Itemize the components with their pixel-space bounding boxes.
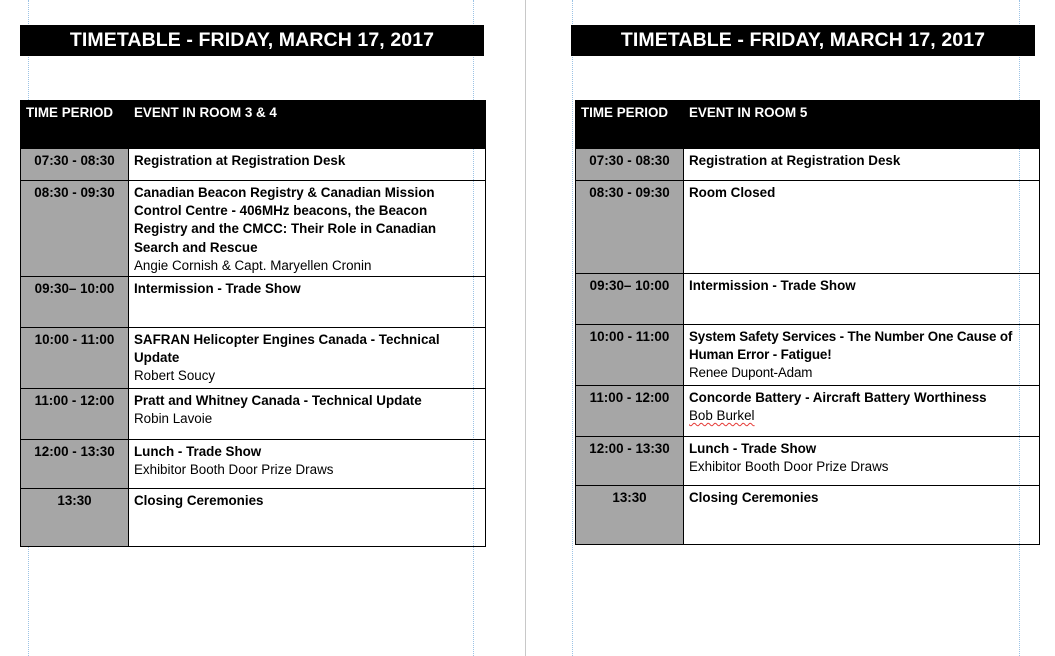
event-title: Concorde Battery - Aircraft Battery Worthiness bbox=[689, 390, 987, 405]
table-row bbox=[21, 181, 486, 277]
time-cell: 11:00 - 12:00 bbox=[576, 386, 684, 437]
timetable-room-3-4 bbox=[20, 100, 486, 547]
event-title: Closing Ceremonies bbox=[134, 493, 264, 508]
page-divider bbox=[525, 0, 526, 656]
table-header-row bbox=[21, 101, 486, 149]
table-row bbox=[576, 486, 1040, 545]
event-note: Exhibitor Booth Door Prize Draws bbox=[689, 459, 889, 475]
event-cell bbox=[129, 181, 486, 277]
event-title: SAFRAN Helicopter Engines Canada - Technical Update bbox=[134, 332, 440, 366]
event-speaker: Renee Dupont-Adam bbox=[689, 365, 813, 381]
event-speaker: Robin Lavoie bbox=[134, 411, 213, 427]
event-title: Lunch - Trade Show bbox=[689, 441, 817, 456]
time-cell: 07:30 - 08:30 bbox=[21, 149, 129, 181]
event-title: Lunch - Trade Show bbox=[134, 444, 262, 459]
time-cell: 09:30– 10:00 bbox=[21, 277, 129, 328]
header-event: EVENT IN ROOM 5 bbox=[684, 101, 1040, 149]
event-speaker: Angie Cornish & Capt. Maryellen Cronin bbox=[134, 257, 372, 273]
time-cell: 13:30 bbox=[576, 486, 684, 545]
event-title: Intermission - Trade Show bbox=[134, 281, 301, 296]
event-cell bbox=[684, 181, 1040, 274]
margin-guide-left-page2 bbox=[572, 0, 573, 656]
time-cell: 11:00 - 12:00 bbox=[21, 389, 129, 440]
event-cell bbox=[684, 149, 1040, 181]
event-cell bbox=[129, 277, 486, 328]
event-title: Room Closed bbox=[689, 185, 776, 200]
header-time-period: TIME PERIOD bbox=[21, 101, 129, 149]
time-cell: 12:00 - 13:30 bbox=[21, 440, 129, 489]
table-row bbox=[21, 277, 486, 328]
page-title: TIMETABLE - FRIDAY, MARCH 17, 2017 bbox=[20, 25, 484, 56]
event-cell bbox=[129, 149, 486, 181]
event-speaker-text: Bob Burkel bbox=[689, 408, 755, 424]
time-cell: 13:30 bbox=[21, 489, 129, 547]
event-title: System Safety Services - The Number One Cause of Human Error - Fatigue! bbox=[689, 329, 1013, 363]
event-cell bbox=[684, 274, 1040, 325]
time-cell: 10:00 - 11:00 bbox=[21, 328, 129, 389]
event-title: Canadian Beacon Registry & Canadian Mission Control Centre - 406MHz beacons, the Beacon Registry and the CMCC: Their Role in Canadian Search and Rescue bbox=[134, 185, 437, 255]
time-cell: 08:30 - 09:30 bbox=[576, 181, 684, 274]
time-cell: 12:00 - 13:30 bbox=[576, 437, 684, 486]
event-title: Registration at Registration Desk bbox=[134, 153, 346, 168]
event-cell bbox=[684, 325, 1040, 386]
event-note: Exhibitor Booth Door Prize Draws bbox=[134, 462, 334, 478]
event-title: Intermission - Trade Show bbox=[689, 278, 856, 293]
table-row bbox=[21, 149, 486, 181]
event-cell bbox=[129, 389, 486, 440]
event-cell bbox=[684, 437, 1040, 486]
time-cell: 07:30 - 08:30 bbox=[576, 149, 684, 181]
time-cell: 10:00 - 11:00 bbox=[576, 325, 684, 386]
table-header-row bbox=[576, 101, 1040, 149]
table-row bbox=[576, 274, 1040, 325]
event-speaker bbox=[689, 407, 1035, 425]
event-title: Pratt and Whitney Canada - Technical Update bbox=[134, 393, 422, 408]
table-row bbox=[21, 328, 486, 389]
table-row bbox=[576, 181, 1040, 274]
table-row bbox=[21, 489, 486, 547]
event-title: Registration at Registration Desk bbox=[689, 153, 901, 168]
table-row bbox=[576, 437, 1040, 486]
header-event: EVENT IN ROOM 3 & 4 bbox=[129, 101, 486, 149]
event-cell bbox=[129, 440, 486, 489]
page-title: TIMETABLE - FRIDAY, MARCH 17, 2017 bbox=[571, 25, 1035, 56]
event-cell bbox=[684, 386, 1040, 437]
time-cell: 08:30 - 09:30 bbox=[21, 181, 129, 277]
table-row bbox=[576, 386, 1040, 437]
header-time-period: TIME PERIOD bbox=[576, 101, 684, 149]
table-row bbox=[576, 149, 1040, 181]
event-title: Closing Ceremonies bbox=[689, 490, 819, 505]
event-cell bbox=[684, 486, 1040, 545]
time-cell: 09:30– 10:00 bbox=[576, 274, 684, 325]
event-cell bbox=[129, 489, 486, 547]
table-row bbox=[576, 325, 1040, 386]
timetable-room-5 bbox=[575, 100, 1040, 545]
table-row bbox=[21, 440, 486, 489]
event-cell bbox=[129, 328, 486, 389]
event-speaker: Robert Soucy bbox=[134, 368, 216, 384]
table-row bbox=[21, 389, 486, 440]
